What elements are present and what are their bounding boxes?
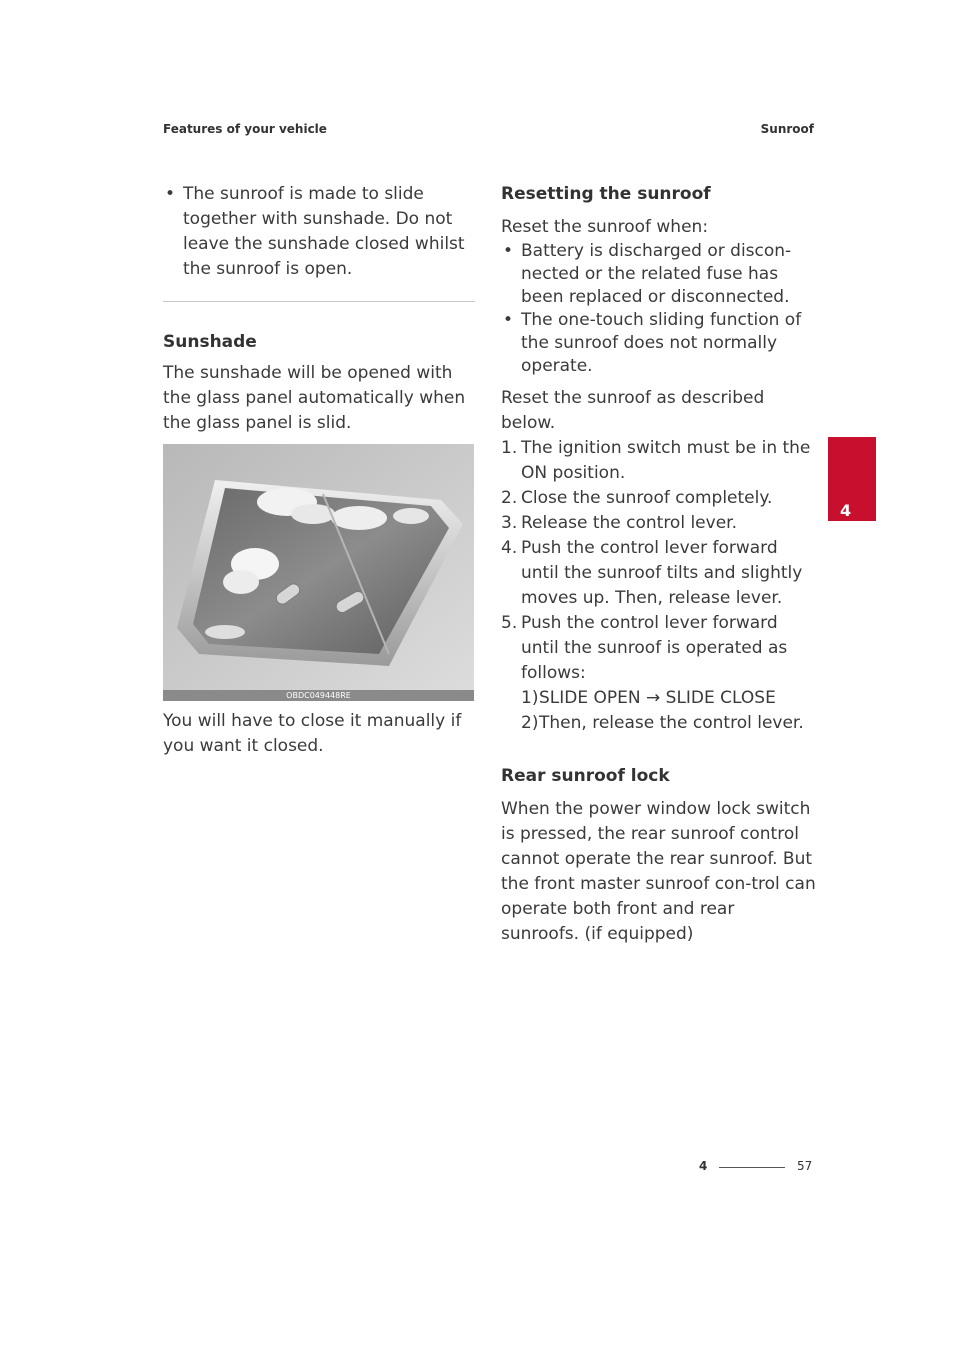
footer-divider: [719, 1167, 785, 1168]
section-heading-sunshade: Sunshade: [163, 332, 257, 352]
step-text: Push the control lever forward until the sunroof tilts and slightly moves up. Then, release lever.: [521, 538, 803, 608]
cloud-shape: [205, 625, 245, 639]
step-item: [501, 436, 816, 486]
running-header-topic: Sunroof: [760, 122, 814, 136]
section-heading-resetting: Resetting the sunroof: [501, 184, 711, 204]
sunroof-figure: [163, 444, 474, 701]
bullet-item: [163, 182, 475, 282]
step-item: [501, 536, 816, 611]
reset-description: Reset the sunroof as described below.: [501, 388, 765, 433]
step-number: 1.: [501, 438, 518, 458]
cloud-shape: [223, 570, 259, 594]
footer-chapter-number: 4: [699, 1159, 708, 1173]
substep-item: [501, 686, 816, 711]
right-column: [501, 182, 816, 947]
substep-item: [501, 711, 816, 736]
figure-followup-paragraph: You will have to close it manually if you want it closed.: [163, 711, 462, 756]
substep-number: 2): [521, 713, 539, 733]
figure-caption-bar: [163, 690, 474, 701]
figure-caption: OBDC049448RE: [286, 691, 351, 700]
step-number: 4.: [501, 538, 518, 558]
bullet-dot: •: [503, 310, 514, 330]
sunroof-photo: [163, 444, 474, 690]
running-header-section: Features of your vehicle: [163, 122, 327, 136]
list-item: [501, 240, 816, 309]
step-number: 3.: [501, 513, 518, 533]
substep-number: 1): [521, 688, 539, 708]
step-text: Release the control lever.: [521, 513, 737, 533]
step-item: [501, 486, 816, 511]
list-item: [501, 309, 816, 378]
sunshade-paragraph: The sunshade will be opened with the glass panel automatically when the glass panel is slid.: [163, 363, 466, 433]
bullet-dot: •: [503, 241, 514, 261]
section-divider: [163, 301, 475, 302]
bullet-dot: •: [165, 184, 176, 204]
section-heading-rear-lock: Rear sunroof lock: [501, 766, 670, 786]
cloud-shape: [331, 506, 387, 530]
step-item: [501, 511, 816, 536]
bullet-text: The sunroof is made to slide together with sunshade. Do not leave the sunshade closed whilst the sunroof is open.: [183, 184, 465, 279]
step-text: Push the control lever forward until the sunroof is operated as follows:: [521, 613, 788, 683]
left-column: [163, 182, 475, 759]
chapter-tab-number: 4: [840, 501, 852, 520]
footer-page-number: 57: [797, 1159, 813, 1173]
step-text: Close the sunroof completely.: [521, 488, 773, 508]
cloud-shape: [393, 508, 429, 524]
substep-text: SLIDE OPEN → SLIDE CLOSE: [539, 688, 776, 708]
list-item-text: Battery is discharged or discon-nected or the related fuse has been replaced or disconnected.: [521, 241, 792, 307]
substep-text: Then, release the control lever.: [539, 713, 804, 733]
step-number: 5.: [501, 613, 518, 633]
step-text: The ignition switch must be in the ON position.: [521, 438, 811, 483]
step-number: 2.: [501, 488, 518, 508]
rear-lock-paragraph: When the power window lock switch is pressed, the rear sunroof control cannot operate the rear sunroof. But the front master sunroof con-trol can operate both front and rear sunroofs. (if equipped): [501, 799, 816, 944]
reset-intro: Reset the sunroof when:: [501, 217, 709, 237]
list-item-text: The one-touch sliding function of the sunroof does not normally operate.: [521, 310, 802, 376]
chapter-tab: [828, 437, 876, 521]
step-item: [501, 611, 816, 686]
